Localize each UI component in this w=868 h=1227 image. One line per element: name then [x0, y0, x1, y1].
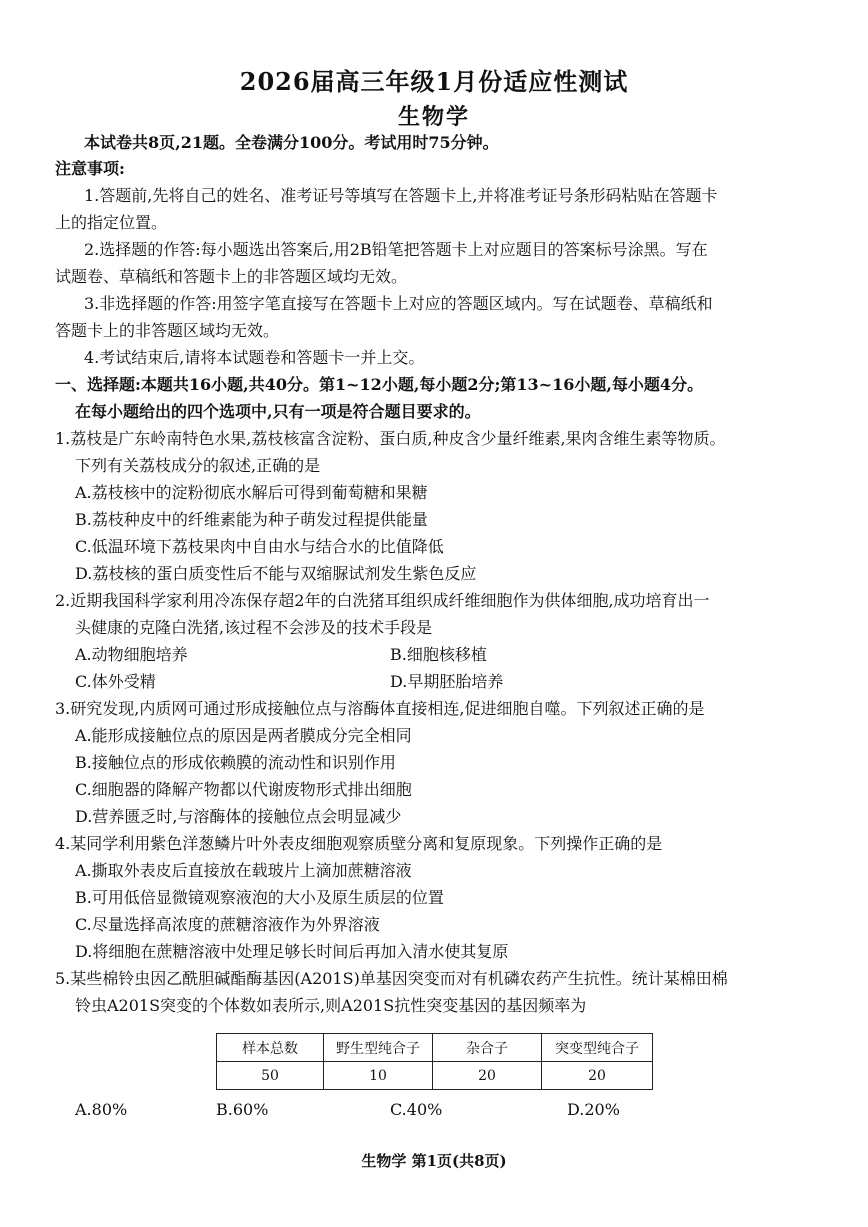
notice-line: 上的指定位置。: [55, 213, 168, 232]
option-a: A.撕取外表皮后直接放在载玻片上滴加蔗糖溶液: [75, 861, 412, 880]
notice-line: 4.考试结束后,请将本试题卷和答题卡一并上交。: [84, 348, 425, 367]
table-header-row: [217, 1034, 653, 1062]
notice-line: 3.非选择题的作答:用签字笔直接写在答题卡上对应的答题区域内。写在试题卷、草稿纸和: [84, 294, 713, 313]
option-d: D.营养匮乏时,与溶酶体的接触位点会明显减少: [75, 807, 402, 826]
option-d: D.将细胞在蔗糖溶液中处理足够长时间后再加入清水使其复原: [75, 942, 509, 961]
option-b: B.接触位点的形成依赖膜的流动性和识别作用: [75, 753, 396, 772]
table-cell: 50: [217, 1062, 324, 1090]
question-stem: 3.研究发现,内质网可通过形成接触位点与溶酶体直接相连,促进细胞自噬。下列叙述正确的是: [55, 699, 705, 718]
exam-title: 2026届高三年级1月份适应性测试: [239, 67, 629, 96]
table-row: [217, 1062, 653, 1090]
exam-summary: 本试卷共8页,21题。全卷满分100分。考试用时75分钟。: [84, 133, 499, 152]
question-stem: 下列有关荔枝成分的叙述,正确的是: [75, 456, 321, 475]
option-b: B.60%: [216, 1100, 269, 1119]
table-header-cell: 野生型纯合子: [324, 1034, 433, 1062]
option-c: C.尽量选择高浓度的蔗糖溶液作为外界溶液: [75, 915, 380, 934]
option-b: B.荔枝种皮中的纤维素能为种子萌发过程提供能量: [75, 510, 428, 529]
question-stem: 头健康的克隆白洗猪,该过程不会涉及的技术手段是: [75, 618, 433, 637]
notice-line: 答题卡上的非答题区域均无效。: [55, 321, 280, 340]
question-stem: 1.荔枝是广东岭南特色水果,荔枝核富含淀粉、蛋白质,种皮含少量纤维素,果肉含维生素等物质。: [55, 429, 726, 448]
notice-line: 2.选择题的作答:每小题选出答案后,用2B铅笔把答题卡上对应题目的答案标号涂黑。写在: [84, 240, 708, 259]
section-instruction: 在每小题给出的四个选项中,只有一项是符合题目要求的。: [75, 402, 481, 421]
question-stem: 4.某同学利用紫色洋葱鳞片叶外表皮细胞观察质壁分离和复原现象。下列操作正确的是: [55, 834, 663, 853]
table-cell: 10: [324, 1062, 433, 1090]
option-b: B.可用低倍显微镜观察液泡的大小及原生质层的位置: [75, 888, 444, 907]
table-header-cell: 突变型纯合子: [542, 1034, 653, 1062]
question-stem: 5.某些棉铃虫因乙酰胆碱酯酶基因(A201S)单基因突变而对有机磷农药产生抗性。统计某棉田棉: [55, 969, 728, 988]
option-c: C.细胞器的降解产物都以代谢废物形式排出细胞: [75, 780, 412, 799]
page-footer: 生物学 第1页(共8页): [361, 1152, 507, 1170]
option-a: A.能形成接触位点的原因是两者膜成分完全相同: [75, 726, 412, 745]
option-a: A.荔枝核中的淀粉彻底水解后可得到葡萄糖和果糖: [75, 483, 428, 502]
subject-title: 生物学: [397, 104, 470, 130]
option-c: C.40%: [390, 1100, 443, 1119]
question-stem: 铃虫A201S突变的个体数如表所示,则A201S抗性突变基因的基因频率为: [75, 996, 587, 1015]
option-c: C.低温环境下荔枝果肉中自由水与结合水的比值降低: [75, 537, 444, 556]
option-d: D.20%: [567, 1100, 620, 1119]
section-heading: 一、选择题:本题共16小题,共40分。第1~12小题,每小题2分;第13~16小题,每小题4分。: [55, 375, 704, 394]
table-header-cell: 杂合子: [433, 1034, 542, 1062]
question-stem: 2.近期我国科学家利用冷冻保存超2年的白洗猪耳组织成纤维细胞作为供体细胞,成功培育出一: [55, 591, 710, 610]
option-c: C.体外受精: [75, 672, 156, 691]
notice-heading: 注意事项:: [55, 159, 125, 178]
notice-line: 1.答题前,先将自己的姓名、准考证号等填写在答题卡上,并将准考证号条形码粘贴在答题卡: [84, 186, 718, 205]
option-d: D.早期胚胎培养: [390, 672, 504, 691]
table-header-cell: 样本总数: [217, 1034, 324, 1062]
option-d: D.荔枝核的蛋白质变性后不能与双缩脲试剂发生紫色反应: [75, 564, 477, 583]
option-b: B.细胞核移植: [390, 645, 487, 664]
table-cell: 20: [542, 1062, 653, 1090]
table-cell: 20: [433, 1062, 542, 1090]
notice-line: 试题卷、草稿纸和答题卡上的非答题区域均无效。: [55, 267, 408, 286]
option-a: A.动物细胞培养: [75, 645, 188, 664]
option-a: A.80%: [75, 1100, 128, 1119]
allele-count-table: [216, 1033, 653, 1090]
